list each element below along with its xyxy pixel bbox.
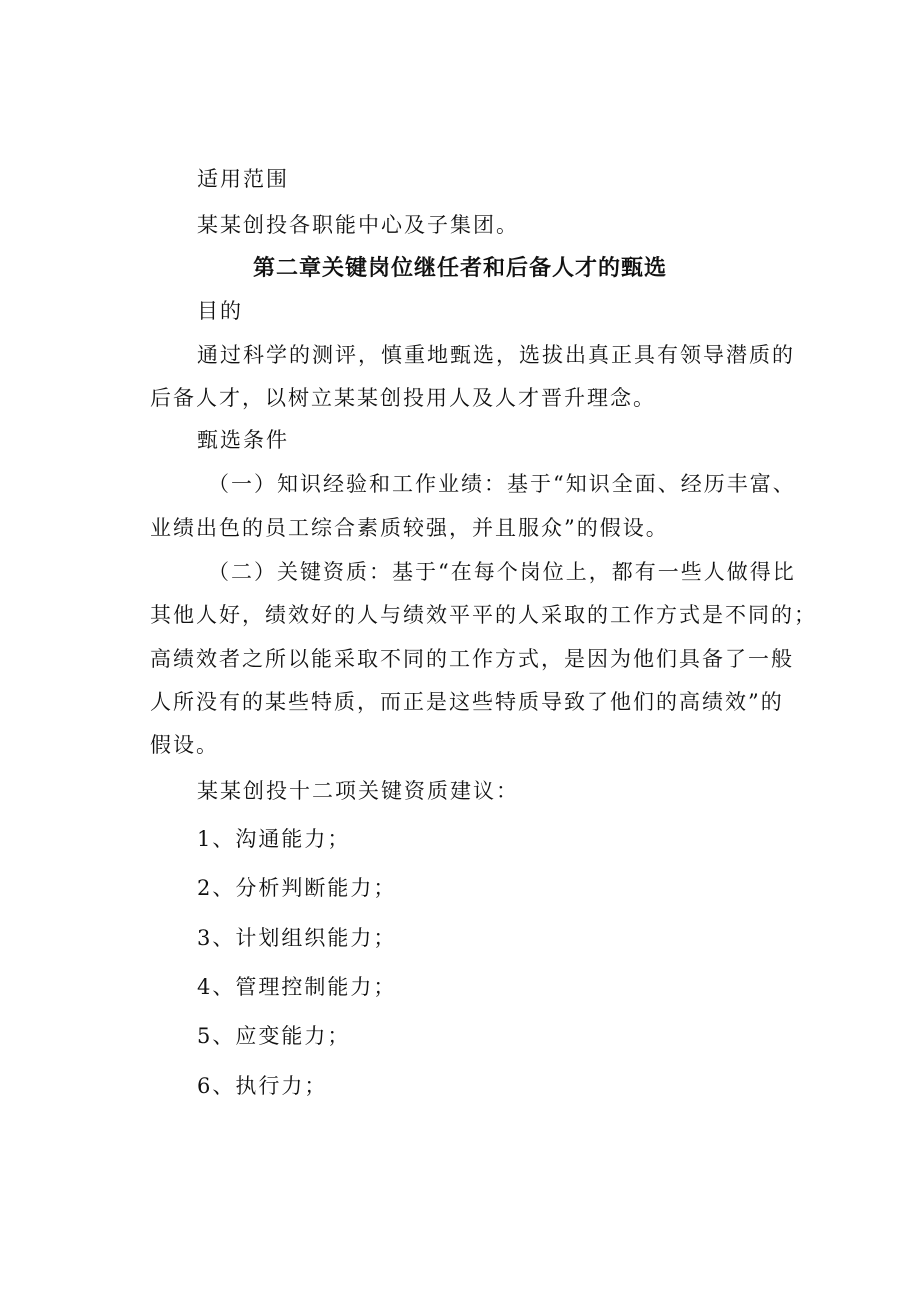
criterion-text-line: 假设。 xyxy=(150,733,219,757)
criterion-text-line: （一）知识经验和工作业绩：基于“知识全面、经历丰富、 xyxy=(208,472,796,496)
criteria-heading: 甄选条件 xyxy=(197,428,289,452)
quality-list-item: 6、执行力； xyxy=(197,1074,328,1098)
criterion-text-line: （二）关键资质：基于“在每个岗位上，都有一些人做得比 xyxy=(208,560,796,584)
criterion-text-line: 人所没有的某些特质，而正是这些特质导致了他们的高绩效”的 xyxy=(150,690,784,714)
purpose-text-line: 通过科学的测评，慎重地甄选，选拔出真正具有领导潜质的 xyxy=(197,343,795,367)
scope-heading: 适用范围 xyxy=(197,167,289,191)
quality-list-item: 5、应变能力； xyxy=(197,1024,351,1048)
purpose-heading: 目的 xyxy=(197,299,243,323)
criterion-text-line: 其他人好，绩效好的人与绩效平平的人采取的工作方式是不同的； xyxy=(150,603,817,627)
quality-list-item: 3、计划组织能力； xyxy=(197,926,397,950)
criterion-text-line: 业绩出色的员工综合素质较强，并且服众”的假设。 xyxy=(150,516,669,540)
criterion-text-line: 高绩效者之所以能采取不同的工作方式，是因为他们具备了一般 xyxy=(150,647,794,671)
qualities-intro: 某某创投十二项关键资质建议： xyxy=(197,779,519,803)
quality-list-item: 4、管理控制能力； xyxy=(197,975,397,999)
quality-list-item: 2、分析判断能力； xyxy=(197,876,397,900)
chapter-title: 第二章关键岗位继任者和后备人才的甄选 xyxy=(252,256,667,281)
scope-text: 某某创投各职能中心及子集团。 xyxy=(197,213,519,237)
purpose-text-line: 后备人才，以树立某某创投用人及人才晋升理念。 xyxy=(150,386,656,410)
quality-list-item: 1、沟通能力； xyxy=(197,827,351,851)
